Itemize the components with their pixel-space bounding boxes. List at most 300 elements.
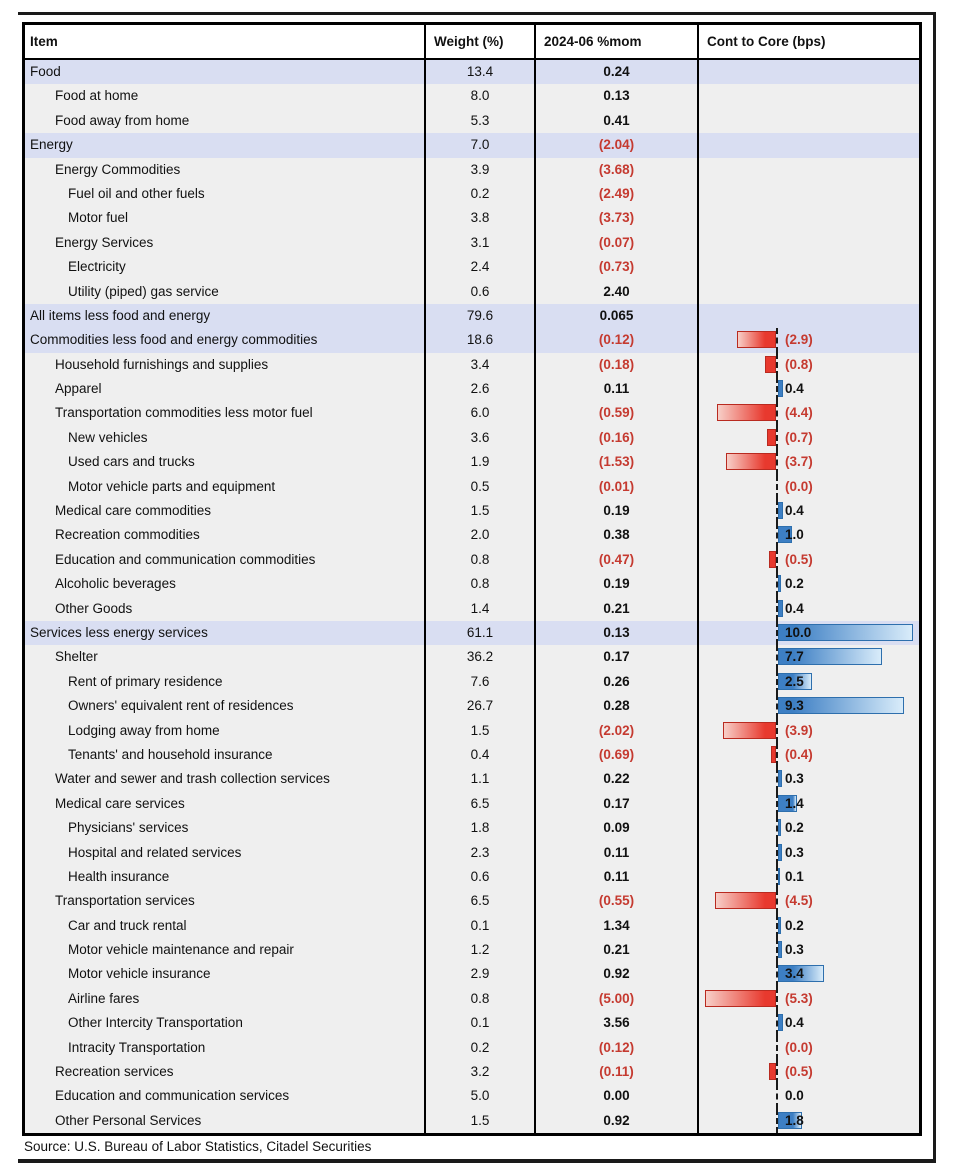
cont-cell: [699, 865, 913, 889]
mom-value: (2.04): [536, 133, 699, 157]
table-row: [25, 719, 919, 743]
cont-value-label: (0.4): [785, 746, 813, 762]
frame-right-rule: [933, 12, 936, 1163]
cont-cell: [699, 719, 913, 743]
table-row: [25, 1060, 919, 1084]
cont-value-label: (0.5): [785, 1064, 813, 1080]
weight-value: 2.0: [426, 523, 536, 547]
table-row: [25, 109, 919, 133]
weight-value: 2.9: [426, 962, 536, 986]
cont-cell: [699, 1011, 913, 1035]
weight-value: 3.2: [426, 1060, 536, 1084]
cont-value-label: (5.3): [785, 990, 813, 1006]
cont-cell: [699, 816, 913, 840]
mom-value: (0.12): [536, 1036, 699, 1060]
mom-value: 0.22: [536, 767, 699, 791]
table-row: [25, 1109, 919, 1133]
table-row: [25, 767, 919, 791]
table-row: [25, 816, 919, 840]
weight-value: 1.5: [426, 499, 536, 523]
weight-value: 3.9: [426, 158, 536, 182]
cont-bar-negative: [765, 356, 776, 373]
cont-bar-positive: [778, 941, 782, 958]
weight-value: 61.1: [426, 621, 536, 645]
table-row: [25, 1036, 919, 1060]
cont-cell: [699, 670, 913, 694]
zero-axis-dashed-line: [776, 353, 778, 377]
header-cont: Cont to Core (bps): [707, 34, 826, 49]
cont-cell: [699, 206, 913, 230]
cont-bar-positive: [778, 868, 780, 885]
cont-bar-negative: [705, 990, 777, 1007]
weight-value: 0.8: [426, 987, 536, 1011]
cont-cell: [699, 328, 913, 352]
cont-value-label: 0.4: [785, 600, 804, 616]
table-body: [25, 60, 919, 1133]
mom-value: 0.28: [536, 694, 699, 718]
cont-value-label: (3.7): [785, 454, 813, 470]
item-label: Alcoholic beverages: [25, 572, 426, 596]
cont-cell: [699, 621, 913, 645]
cont-bar-negative: [767, 429, 776, 446]
table-row: [25, 889, 919, 913]
zero-axis-dashed-line: [776, 987, 778, 1011]
item-label: Other Intercity Transportation: [25, 1011, 426, 1035]
table-row: [25, 426, 919, 450]
table-row: [25, 450, 919, 474]
mom-value: (0.55): [536, 889, 699, 913]
zero-axis-dashed-line: [776, 1060, 778, 1084]
weight-value: 1.9: [426, 450, 536, 474]
item-label: Shelter: [25, 645, 426, 669]
weight-value: 79.6: [426, 304, 536, 328]
item-label: Health insurance: [25, 865, 426, 889]
table-row: [25, 670, 919, 694]
weight-value: 26.7: [426, 694, 536, 718]
cont-value-label: (4.4): [785, 405, 813, 421]
table-row: [25, 182, 919, 206]
cont-cell: [699, 401, 913, 425]
cont-cell: [699, 694, 913, 718]
mom-value: 0.065: [536, 304, 699, 328]
zero-axis-dashed-line: [776, 426, 778, 450]
cont-value-label: 1.8: [785, 1112, 804, 1128]
item-label: Commodities less food and energy commodities: [25, 328, 426, 352]
mom-value: 0.13: [536, 84, 699, 108]
cont-bar-positive: [778, 917, 781, 934]
cont-cell: [699, 231, 913, 255]
cont-value-label: 0.2: [785, 917, 804, 933]
item-label: Lodging away from home: [25, 719, 426, 743]
item-label: Other Goods: [25, 597, 426, 621]
cont-bar-positive: [778, 770, 782, 787]
cont-cell: [699, 645, 913, 669]
table-row: [25, 377, 919, 401]
cont-cell: [699, 280, 913, 304]
weight-value: 0.4: [426, 743, 536, 767]
weight-value: 6.5: [426, 889, 536, 913]
cont-bar-positive: [778, 844, 782, 861]
weight-value: 0.8: [426, 572, 536, 596]
item-label: New vehicles: [25, 426, 426, 450]
item-label: Tenants' and household insurance: [25, 743, 426, 767]
item-label: Motor vehicle maintenance and repair: [25, 938, 426, 962]
cont-cell: [699, 548, 913, 572]
weight-value: 1.8: [426, 816, 536, 840]
item-label: Used cars and trucks: [25, 450, 426, 474]
cont-bar-positive: [778, 600, 783, 617]
cont-bar-negative: [769, 551, 776, 568]
mom-value: (0.11): [536, 1060, 699, 1084]
cont-value-label: (0.8): [785, 356, 813, 372]
weight-value: 0.5: [426, 475, 536, 499]
cont-cell: [699, 914, 913, 938]
item-label: Food at home: [25, 84, 426, 108]
cont-value-label: (0.0): [785, 478, 813, 494]
mom-value: 0.41: [536, 109, 699, 133]
frame-top-rule: [18, 12, 935, 15]
weight-value: 5.3: [426, 109, 536, 133]
item-label: Intracity Transportation: [25, 1036, 426, 1060]
mom-value: 0.09: [536, 816, 699, 840]
mom-value: 0.11: [536, 841, 699, 865]
weight-value: 0.8: [426, 548, 536, 572]
cont-cell: [699, 133, 913, 157]
weight-value: 6.5: [426, 792, 536, 816]
table-row: [25, 499, 919, 523]
cont-value-label: (0.5): [785, 551, 813, 567]
table-row: [25, 938, 919, 962]
item-label: Fuel oil and other fuels: [25, 182, 426, 206]
item-label: Household furnishings and supplies: [25, 353, 426, 377]
cont-bar-negative: [737, 331, 776, 348]
mom-value: 0.21: [536, 597, 699, 621]
mom-value: 3.56: [536, 1011, 699, 1035]
cont-cell: [699, 767, 913, 791]
cont-value-label: 3.4: [785, 966, 804, 982]
mom-value: (2.49): [536, 182, 699, 206]
item-label: Recreation services: [25, 1060, 426, 1084]
item-label: Energy Commodities: [25, 158, 426, 182]
cont-value-label: 1.0: [785, 527, 804, 543]
header-weight: Weight (%): [426, 25, 536, 58]
zero-axis-dashed-line: [776, 475, 778, 499]
cont-cell: [699, 84, 913, 108]
mom-value: (0.59): [536, 401, 699, 425]
mom-value: (2.02): [536, 719, 699, 743]
mom-value: 0.92: [536, 1109, 699, 1133]
table-row: [25, 841, 919, 865]
cont-cell: [699, 841, 913, 865]
mom-value: 0.19: [536, 499, 699, 523]
table-row: [25, 962, 919, 986]
mom-value: (5.00): [536, 987, 699, 1011]
cont-value-label: 0.4: [785, 503, 804, 519]
item-label: Energy Services: [25, 231, 426, 255]
table-row: [25, 694, 919, 718]
cont-value-label: 1.4: [785, 795, 804, 811]
weight-value: 0.1: [426, 914, 536, 938]
source-note: Source: U.S. Bureau of Labor Statistics, Citadel Securities: [24, 1139, 372, 1154]
weight-value: 3.1: [426, 231, 536, 255]
item-label: Car and truck rental: [25, 914, 426, 938]
zero-axis-dashed-line: [776, 450, 778, 474]
cont-cell: [699, 304, 913, 328]
mom-value: 0.11: [536, 377, 699, 401]
cont-cell: [699, 158, 913, 182]
mom-value: (0.01): [536, 475, 699, 499]
cont-value-label: 0.4: [785, 381, 804, 397]
cont-cell: [699, 987, 913, 1011]
weight-value: 1.1: [426, 767, 536, 791]
table-row: [25, 255, 919, 279]
table-row: [25, 84, 919, 108]
cont-cell: [699, 962, 913, 986]
mom-value: 0.17: [536, 792, 699, 816]
table-row: [25, 1084, 919, 1108]
mom-value: (0.12): [536, 328, 699, 352]
cont-cell: [699, 182, 913, 206]
zero-axis-dashed-line: [776, 1084, 778, 1108]
header-item: Item: [25, 25, 426, 58]
mom-value: 0.38: [536, 523, 699, 547]
table-row: [25, 572, 919, 596]
weight-value: 2.4: [426, 255, 536, 279]
cont-cell: [699, 938, 913, 962]
cpi-contribution-table: [22, 22, 922, 1136]
weight-value: 7.0: [426, 133, 536, 157]
cont-bar-negative: [723, 722, 776, 739]
cont-cell: [699, 1084, 913, 1108]
item-label: Utility (piped) gas service: [25, 280, 426, 304]
weight-value: 36.2: [426, 645, 536, 669]
cont-bar-negative: [717, 404, 776, 421]
cont-cell: [699, 572, 913, 596]
weight-value: 6.0: [426, 401, 536, 425]
cont-value-label: 7.7: [785, 649, 804, 665]
zero-axis-dashed-line: [776, 401, 778, 425]
weight-value: 1.5: [426, 1109, 536, 1133]
table-row: [25, 792, 919, 816]
table-row: [25, 133, 919, 157]
mom-value: (1.53): [536, 450, 699, 474]
item-label: Physicians' services: [25, 816, 426, 840]
weight-value: 3.8: [426, 206, 536, 230]
zero-axis-dashed-line: [776, 743, 778, 767]
cont-bar-negative: [726, 453, 776, 470]
zero-axis-dashed-line: [776, 328, 778, 352]
table-row: [25, 328, 919, 352]
mom-value: (0.47): [536, 548, 699, 572]
cont-cell: [699, 792, 913, 816]
item-label: Motor fuel: [25, 206, 426, 230]
mom-value: 1.34: [536, 914, 699, 938]
item-label: Medical care commodities: [25, 499, 426, 523]
table-row: [25, 353, 919, 377]
table-row: [25, 304, 919, 328]
cont-cell: [699, 450, 913, 474]
cont-cell: [699, 1060, 913, 1084]
table-header-row: [25, 25, 919, 60]
weight-value: 3.6: [426, 426, 536, 450]
mom-value: 2.40: [536, 280, 699, 304]
item-label: Medical care services: [25, 792, 426, 816]
item-label: Food away from home: [25, 109, 426, 133]
weight-value: 13.4: [426, 60, 536, 84]
zero-axis-dashed-line: [776, 719, 778, 743]
mom-value: 0.11: [536, 865, 699, 889]
item-label: Airline fares: [25, 987, 426, 1011]
frame-bottom-rule: [18, 1159, 936, 1163]
cont-cell: [699, 523, 913, 547]
cont-cell: [699, 426, 913, 450]
cont-value-label: 0.4: [785, 1015, 804, 1031]
table-row: [25, 621, 919, 645]
cont-cell: [699, 109, 913, 133]
zero-axis-dashed-line: [776, 1036, 778, 1060]
cont-value-label: 0.3: [785, 942, 804, 958]
cont-cell: [699, 475, 913, 499]
zero-axis-dashed-line: [776, 889, 778, 913]
weight-value: 8.0: [426, 84, 536, 108]
item-label: Food: [25, 60, 426, 84]
item-label: Rent of primary residence: [25, 670, 426, 694]
weight-value: 2.6: [426, 377, 536, 401]
table-row: [25, 280, 919, 304]
mom-value: (0.73): [536, 255, 699, 279]
item-label: Other Personal Services: [25, 1109, 426, 1133]
mom-value: (0.07): [536, 231, 699, 255]
cont-value-label: 9.3: [785, 698, 804, 714]
weight-value: 1.2: [426, 938, 536, 962]
weight-value: 2.3: [426, 841, 536, 865]
weight-value: 0.6: [426, 865, 536, 889]
mom-value: (0.69): [536, 743, 699, 767]
table-row: [25, 401, 919, 425]
cont-value-label: 2.5: [785, 673, 804, 689]
table-row: [25, 475, 919, 499]
table-row: [25, 158, 919, 182]
table-row: [25, 60, 919, 84]
table-row: [25, 548, 919, 572]
cont-value-label: 0.2: [785, 820, 804, 836]
weight-value: 18.6: [426, 328, 536, 352]
cont-bar-positive: [778, 502, 783, 519]
table-row: [25, 1011, 919, 1035]
mom-value: (0.18): [536, 353, 699, 377]
table-row: [25, 597, 919, 621]
cont-cell: [699, 499, 913, 523]
cont-cell: [699, 1036, 913, 1060]
cont-value-label: 0.3: [785, 771, 804, 787]
cont-bar-positive: [778, 575, 781, 592]
weight-value: 1.5: [426, 719, 536, 743]
weight-value: 3.4: [426, 353, 536, 377]
cont-value-label: (0.7): [785, 429, 813, 445]
item-label: All items less food and energy: [25, 304, 426, 328]
cont-bar-negative: [771, 746, 776, 763]
cont-bar-positive: [778, 819, 781, 836]
mom-value: 0.24: [536, 60, 699, 84]
cont-value-label: (2.9): [785, 332, 813, 348]
item-label: Apparel: [25, 377, 426, 401]
item-label: Water and sewer and trash collection services: [25, 767, 426, 791]
table-row: [25, 523, 919, 547]
cont-bar-positive: [778, 1014, 783, 1031]
mom-value: (3.73): [536, 206, 699, 230]
table-row: [25, 206, 919, 230]
item-label: Transportation commodities less motor fuel: [25, 401, 426, 425]
cont-cell: [699, 60, 913, 84]
zero-axis-dashed-line: [776, 548, 778, 572]
item-label: Education and communication commodities: [25, 548, 426, 572]
item-label: Services less energy services: [25, 621, 426, 645]
cont-value-label: 0.2: [785, 576, 804, 592]
mom-value: 0.00: [536, 1084, 699, 1108]
cont-cell: [699, 255, 913, 279]
item-label: Energy: [25, 133, 426, 157]
mom-value: 0.92: [536, 962, 699, 986]
cont-value-label: (0.0): [785, 1039, 813, 1055]
weight-value: 7.6: [426, 670, 536, 694]
item-label: Motor vehicle insurance: [25, 962, 426, 986]
cont-value-label: (3.9): [785, 722, 813, 738]
cont-value-label: 0.0: [785, 1088, 804, 1104]
weight-value: 0.2: [426, 182, 536, 206]
cont-cell: [699, 353, 913, 377]
cont-value-label: (4.5): [785, 893, 813, 909]
item-label: Motor vehicle parts and equipment: [25, 475, 426, 499]
weight-value: 0.1: [426, 1011, 536, 1035]
mom-value: 0.21: [536, 938, 699, 962]
cont-bar-negative: [769, 1063, 776, 1080]
table-row: [25, 645, 919, 669]
mom-value: 0.17: [536, 645, 699, 669]
cont-bar-negative: [715, 892, 776, 909]
weight-value: 5.0: [426, 1084, 536, 1108]
table-row: [25, 743, 919, 767]
cont-bar-positive: [778, 380, 783, 397]
weight-value: 1.4: [426, 597, 536, 621]
mom-value: 0.26: [536, 670, 699, 694]
mom-value: 0.19: [536, 572, 699, 596]
item-label: Transportation services: [25, 889, 426, 913]
header-mom: 2024-06 %mom: [536, 25, 699, 58]
cont-value-label: 10.0: [785, 624, 812, 640]
cont-cell: [699, 377, 913, 401]
item-label: Education and communication services: [25, 1084, 426, 1108]
mom-value: (3.68): [536, 158, 699, 182]
mom-value: 0.13: [536, 621, 699, 645]
table-row: [25, 231, 919, 255]
table-row: [25, 865, 919, 889]
cont-value-label: 0.3: [785, 844, 804, 860]
item-label: Electricity: [25, 255, 426, 279]
table-row: [25, 987, 919, 1011]
table-row: [25, 914, 919, 938]
cont-cell: [699, 889, 913, 913]
weight-value: 0.6: [426, 280, 536, 304]
weight-value: 0.2: [426, 1036, 536, 1060]
cont-cell: [699, 743, 913, 767]
cont-value-label: 0.1: [785, 868, 804, 884]
cont-cell: [699, 597, 913, 621]
cont-cell: [699, 1109, 913, 1133]
item-label: Hospital and related services: [25, 841, 426, 865]
item-label: Recreation commodities: [25, 523, 426, 547]
mom-value: (0.16): [536, 426, 699, 450]
item-label: Owners' equivalent rent of residences: [25, 694, 426, 718]
